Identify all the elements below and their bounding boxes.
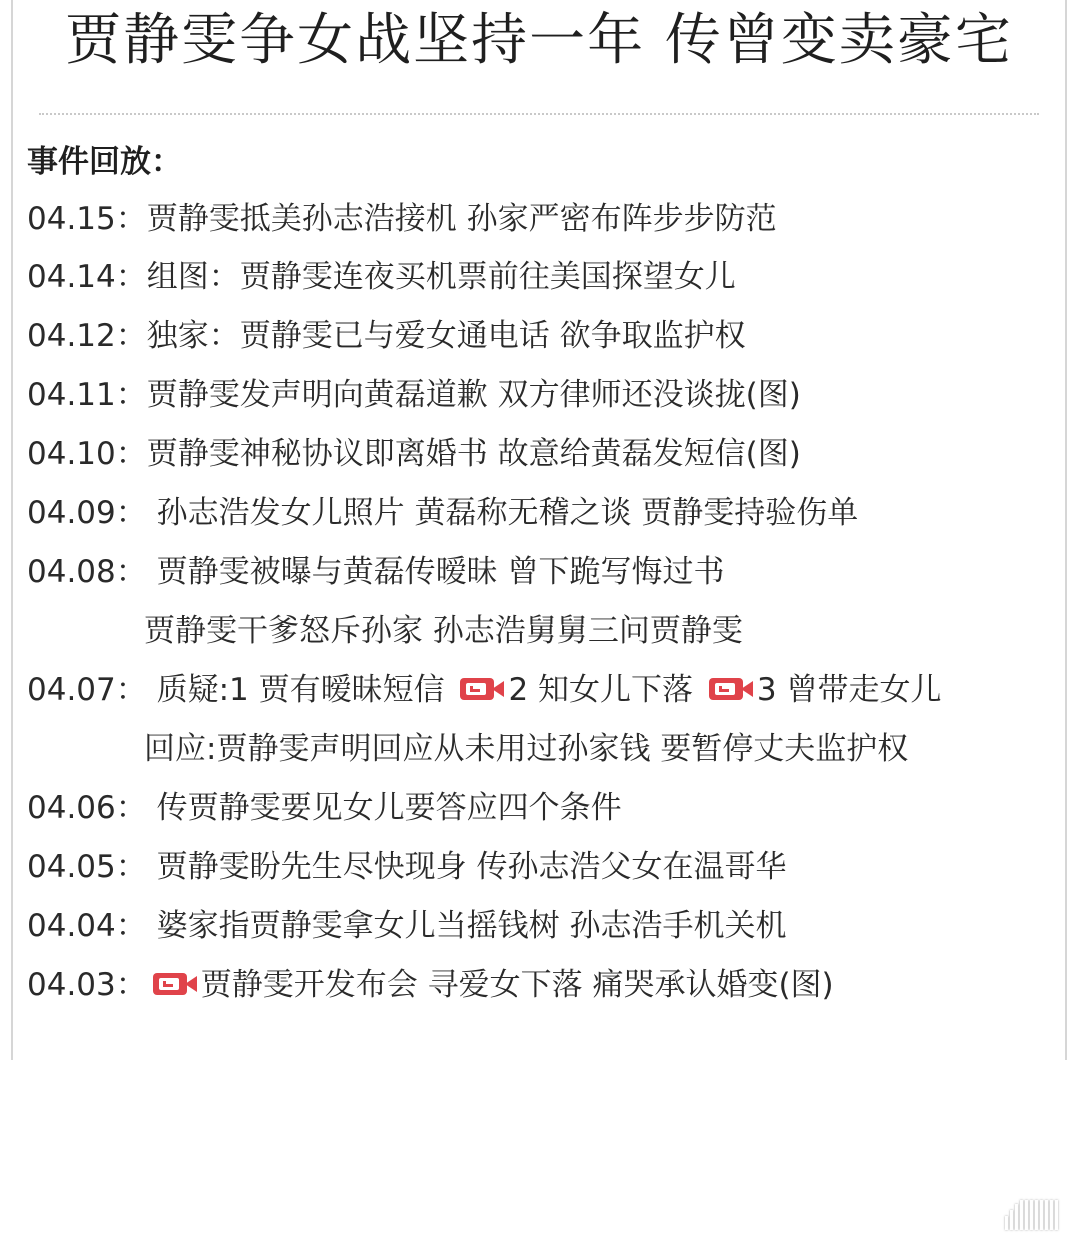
event-date-separator: ： xyxy=(115,495,147,531)
article-title: 贾静雯争女战坚持一年 传曾变卖豪宅 xyxy=(65,8,1013,73)
event-row[interactable] xyxy=(27,314,746,358)
event-headline[interactable]: 贾静雯神秘协议即离婚书 故意给黄磊发短信(图) xyxy=(146,436,801,472)
event-row-continuation[interactable] xyxy=(144,609,743,653)
event-row[interactable] xyxy=(27,904,786,948)
event-row[interactable] xyxy=(27,255,736,299)
dotted-divider xyxy=(39,113,1039,115)
event-row[interactable] xyxy=(27,963,834,1007)
event-question-1[interactable]: 质疑:1 贾有暧昧短信 xyxy=(146,672,455,708)
event-row[interactable] xyxy=(27,550,724,594)
event-headline[interactable]: 回应:贾静雯声明回应从未用过孙家钱 要暂停丈夫监护权 xyxy=(144,731,909,767)
event-headline[interactable]: 独家：贾静雯已与爱女通电话 欲争取监护权 xyxy=(146,318,746,354)
event-date: 04.10 xyxy=(27,436,116,472)
event-date-separator: ： xyxy=(115,436,147,472)
video-camera-icon[interactable] xyxy=(149,970,199,998)
app-watermark-icon xyxy=(1005,1196,1058,1230)
event-date-separator: ： xyxy=(115,849,147,885)
event-date: 04.07 xyxy=(27,672,116,708)
event-headline[interactable]: 传贾静雯要见女儿要答应四个条件 xyxy=(146,790,622,826)
event-row[interactable] xyxy=(27,373,801,417)
event-date-separator: ： xyxy=(115,201,147,237)
video-camera-icon[interactable] xyxy=(705,675,755,703)
event-date-separator: ： xyxy=(115,672,147,708)
event-question-3[interactable]: 3 曾带走女儿 xyxy=(756,672,942,708)
event-date-separator: ： xyxy=(115,908,147,944)
event-date: 04.05 xyxy=(27,849,116,885)
event-row[interactable] xyxy=(27,197,777,241)
event-date: 04.03 xyxy=(27,967,116,1003)
event-date-separator: ： xyxy=(115,790,147,826)
event-date: 04.08 xyxy=(27,554,116,590)
event-headline[interactable]: 贾静雯抵美孙志浩接机 孙家严密布阵步步防范 xyxy=(146,201,777,237)
section-title: 事件回放： xyxy=(27,144,182,180)
event-headline[interactable]: 贾静雯发声明向黄磊道歉 双方律师还没谈拢(图) xyxy=(146,377,801,413)
event-row[interactable] xyxy=(27,491,858,535)
event-headline[interactable]: 组图：贾静雯连夜买机票前往美国探望女儿 xyxy=(146,259,736,295)
event-date-separator: ： xyxy=(115,377,147,413)
event-row[interactable] xyxy=(27,432,801,476)
event-date-separator: ： xyxy=(115,554,147,590)
event-headline[interactable]: 孙志浩发女儿照片 黄磊称无稽之谈 贾静雯持验伤单 xyxy=(146,495,859,531)
event-headline[interactable]: 贾静雯开发布会 寻爱女下落 痛哭承认婚变(图) xyxy=(200,967,834,1003)
event-headline[interactable]: 贾静雯干爹怒斥孙家 孙志浩舅舅三问贾静雯 xyxy=(144,613,743,649)
event-headline[interactable]: 婆家指贾静雯拿女儿当摇钱树 孙志浩手机关机 xyxy=(146,908,787,944)
event-row[interactable] xyxy=(27,668,942,712)
event-row-continuation[interactable] xyxy=(144,727,908,771)
event-date: 04.04 xyxy=(27,908,116,944)
event-date-separator: ： xyxy=(115,318,147,354)
event-question-2[interactable]: 2 知女儿下落 xyxy=(508,672,703,708)
event-row[interactable] xyxy=(27,786,622,830)
event-date: 04.14 xyxy=(27,259,116,295)
event-date: 04.12 xyxy=(27,318,116,354)
article-card xyxy=(11,0,1067,1060)
event-headline[interactable]: 贾静雯被曝与黄磊传暧昧 曾下跪写悔过书 xyxy=(146,554,725,590)
event-date: 04.06 xyxy=(27,790,116,826)
event-date: 04.09 xyxy=(27,495,116,531)
event-date-separator: ： xyxy=(115,967,147,1003)
event-date-separator: ： xyxy=(115,259,147,295)
video-camera-icon[interactable] xyxy=(456,675,506,703)
event-date: 04.15 xyxy=(27,201,116,237)
event-date: 04.11 xyxy=(27,377,116,413)
event-headline[interactable]: 贾静雯盼先生尽快现身 传孙志浩父女在温哥华 xyxy=(146,849,787,885)
event-row[interactable] xyxy=(27,845,786,889)
